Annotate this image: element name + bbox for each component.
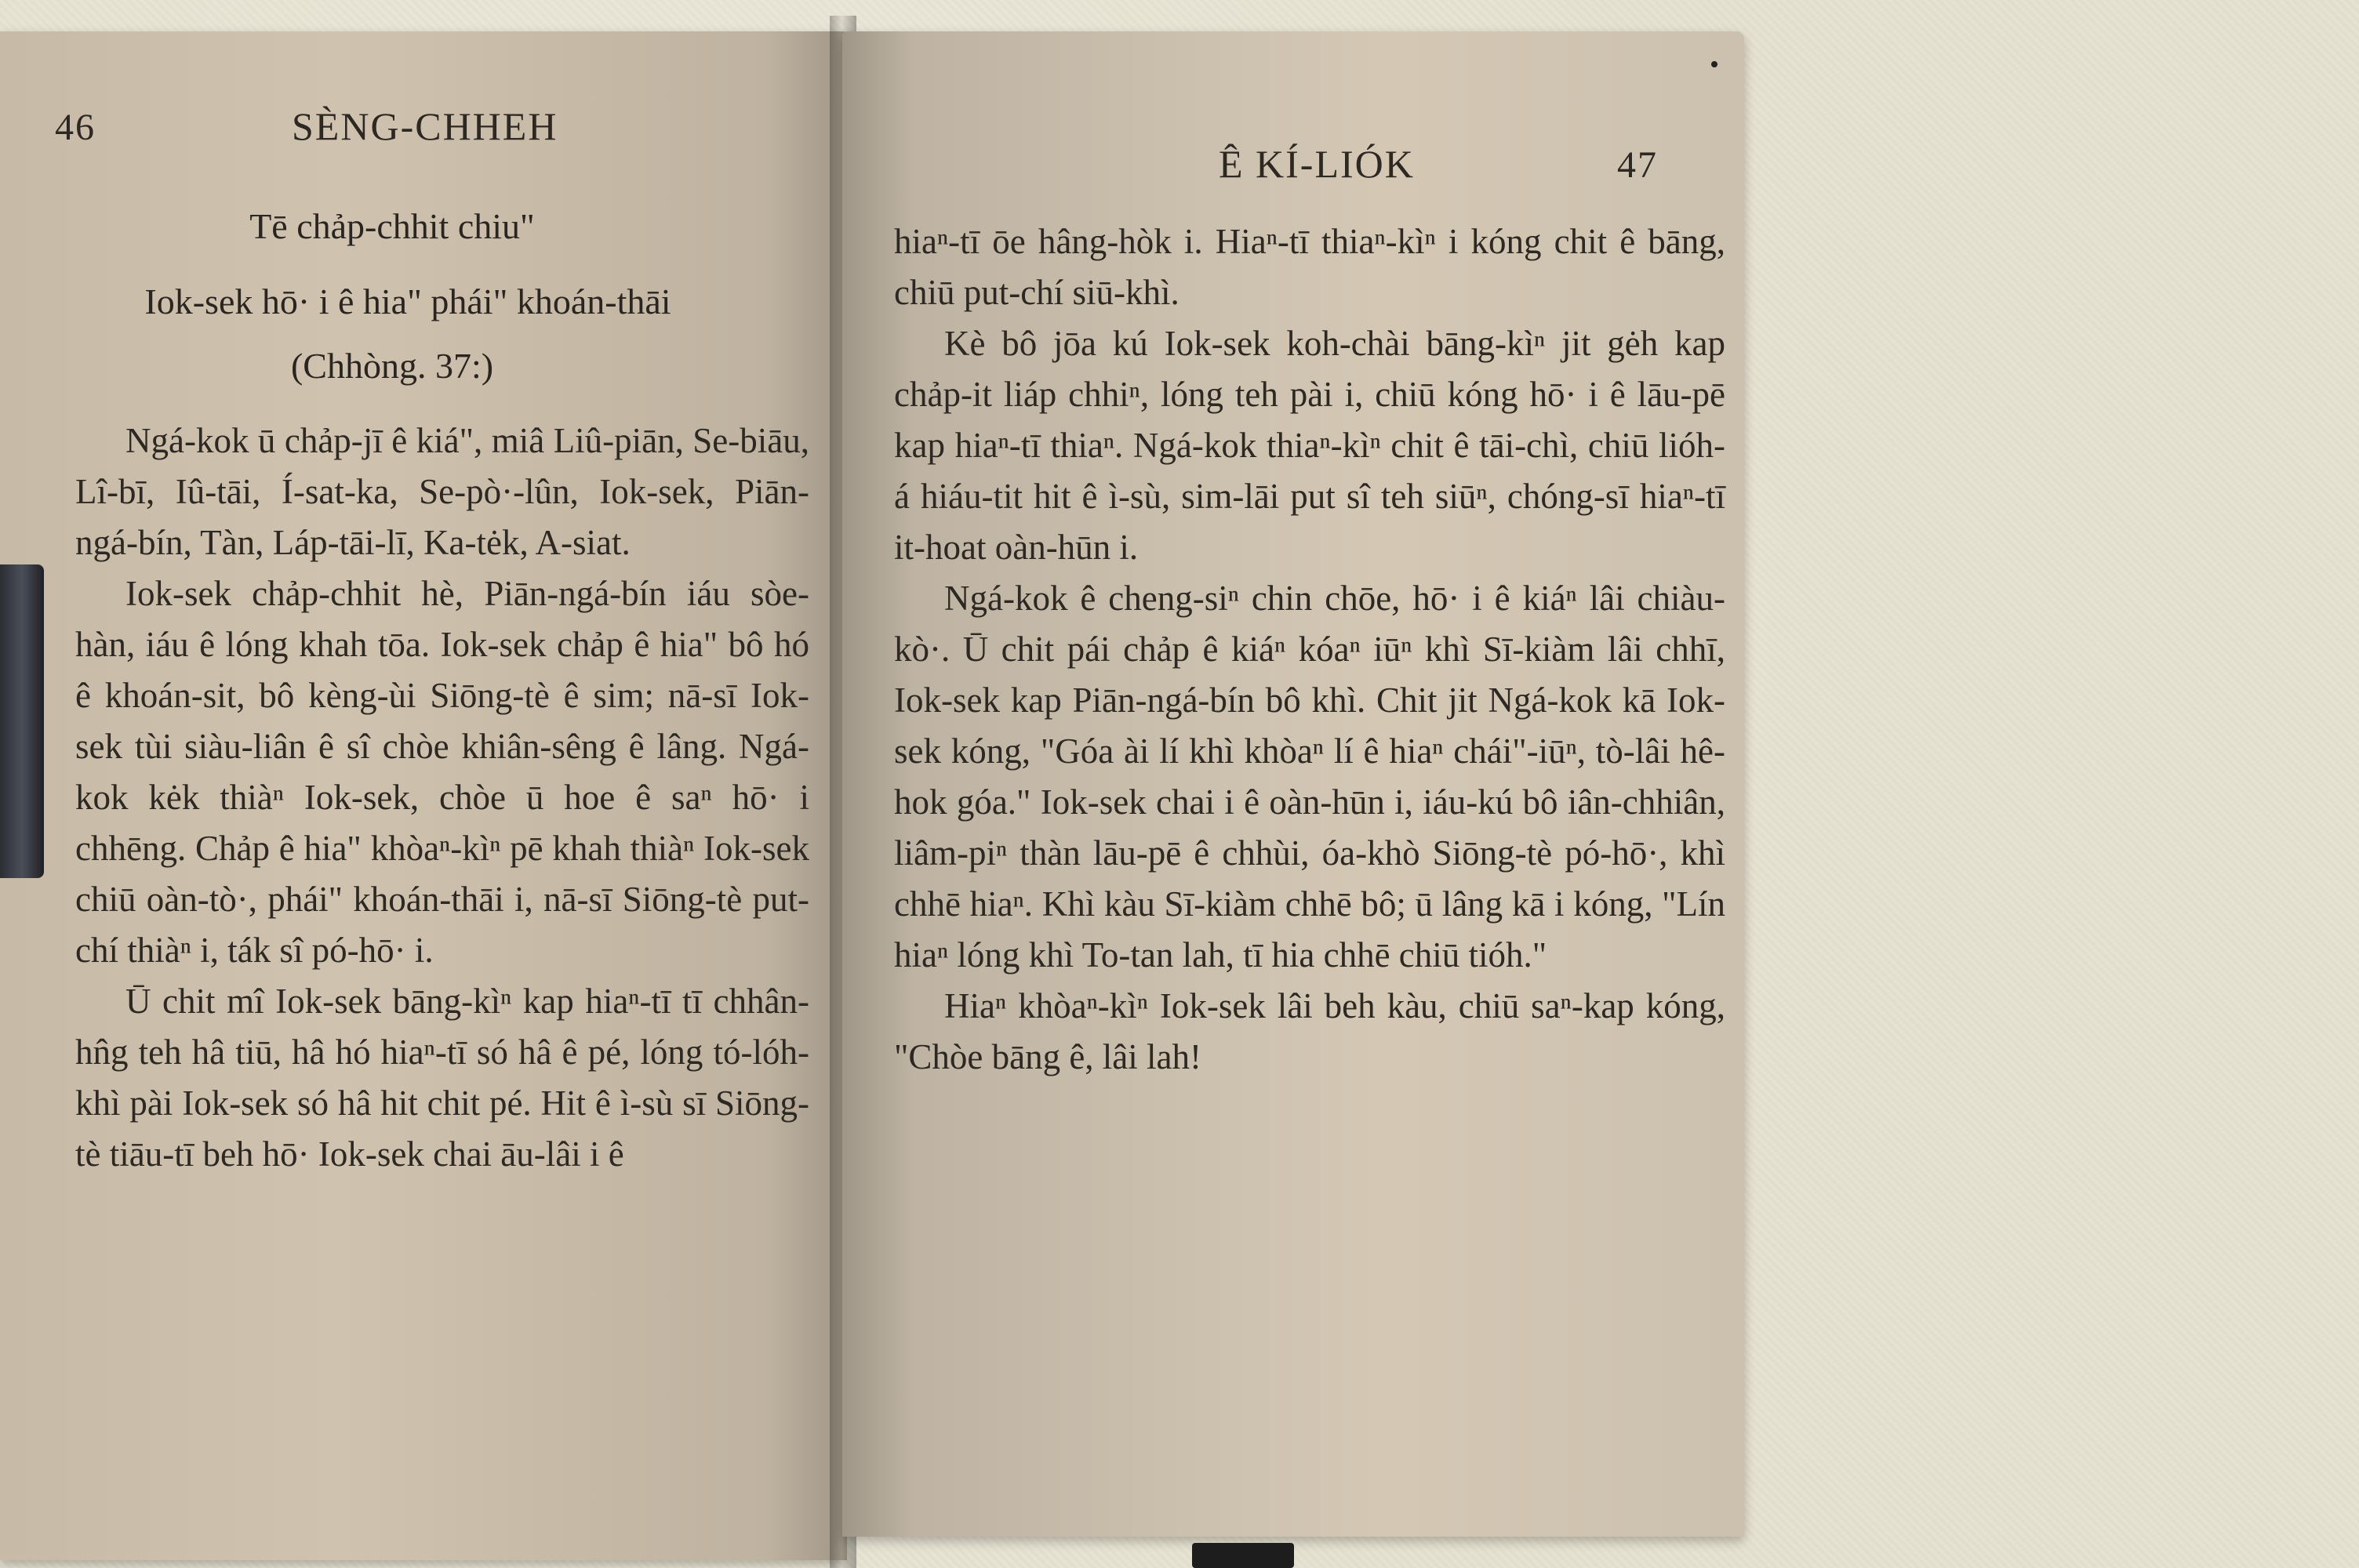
left-page (0, 31, 847, 1560)
left-running-title: SÈNG-CHHEH (292, 104, 558, 148)
page-clip (0, 564, 44, 878)
dust-speck (1711, 61, 1717, 67)
chapter-ref: (Chhòng. 37:) (290, 346, 494, 386)
left-running-head (55, 103, 776, 149)
right-paragraph-1: hiaⁿ-tī ōe hâng-hòk i. Hiaⁿ-tī thiaⁿ-kìⁿ i kóng chit ê bāng, chiū put-chí siū-khì. (894, 222, 1725, 312)
right-paragraph-3: Ngá-kok ê cheng-siⁿ chin chōe, hō· i ê kiáⁿ lâi chiàu-kò·. Ū chit pái chảp ê kiáⁿ kóaⁿ iūⁿ khì Sī-kiàm lâi chhī, Iok-sek kap Piān-ngá-bín bô khì. Chit jit Ngá-kok kā Iok-sek kóng, "Góa ài lí khì khòaⁿ lí ê hiaⁿ chái"-iūⁿ, tò-lâi hê-hok góa." Iok-sek chai i ê oàn-hūn i, iáu-kú bô iân-chhiân, liâm-piⁿ thàn lāu-pē ê chhùi, óa-khò Siōng-tè pó-hō·, khì chhē hiaⁿ. Khì kàu Sī-kiàm chhē bô; ū lâng kā i kóng, "Lín hiaⁿ lóng khì To-tan lah, tī hia chhē chiū tióh." (894, 579, 1725, 975)
left-page-number: 46 (55, 107, 96, 148)
binding-edge (1192, 1543, 1294, 1568)
section-title: Tē chảp-chhit chiu" (249, 206, 535, 246)
left-body-text (75, 416, 809, 1180)
right-body-text (894, 216, 1725, 1083)
right-paragraph-4: Hiaⁿ khòaⁿ-kìⁿ Iok-sek lâi beh kàu, chiū saⁿ-kap kóng, "Chòe bāng ê, lâi lah! (894, 986, 1725, 1076)
right-page (842, 31, 1744, 1537)
right-running-head (960, 141, 1658, 187)
left-paragraph-1: Ngá-kok ū chảp-jī ê kiá", miâ Liû-piān, Se-biāu, Lî-bī, Iû-tāi, Í-sat-ka, Se-pò·-lûn, Iok-sek, Piān-ngá-bín, Tàn, Láp-tāi-lī, Ka-tėk, A-siat. (75, 421, 809, 562)
left-paragraph-3: Ū chit mî Iok-sek bāng-kìⁿ kap hiaⁿ-tī tī chhân-hn̂g teh hâ tiū, hâ hó hiaⁿ-tī só hâ ê pé, lóng tó-lóh-khì pài Iok-sek só hâ hit chit pé. Hit ê ì-sù sī Siōng-tè tiāu-tī beh hō· Iok-sek chai āu-lâi i ê (75, 982, 809, 1174)
left-paragraph-2: Iok-sek chảp-chhit hè, Piān-ngá-bín iáu sòe-hàn, iáu ê lóng khah tōa. Iok-sek chảp ê hia" bô hó ê khoán-sit, bô kèng-ùi Siōng-tè ê sim; nā-sī Iok-sek tùi siàu-liân ê sî chòe khiân-sêng ê lâng. Ngá-kok kėk thiàⁿ Iok-sek, chòe ū hoe ê saⁿ hō· i chhēng. Chảp ê hia" khòaⁿ-kìⁿ pē khah thiàⁿ Iok-sek chiū oàn-tò·, phái" khoán-thāi i, nā-sī Siōng-tè put-chí thiàⁿ i, ták sî pó-hō· i. (75, 574, 809, 970)
right-running-title: Ê KÍ-LIÓK (1219, 142, 1415, 186)
right-paragraph-2: Kè bô jōa kú Iok-sek koh-chài bāng-kìⁿ jit gėh kap chảp-it liáp chhiⁿ, lóng teh pài i, chiū kóng hō· i ê lāu-pē kap hiaⁿ-tī thiaⁿ. Ngá-kok thiaⁿ-kìⁿ chit ê tāi-chì, chiū lióh-á hiáu-tit hit ê ì-sù, sim-lāi put sî teh siūⁿ, chóng-sī hiaⁿ-tī it-hoat oàn-hūn i. (894, 324, 1725, 567)
right-page-number: 47 (1617, 144, 1658, 186)
section-subtitle: Iok-sek hō· i ê hia" phái" khoán-thāi (144, 281, 671, 321)
